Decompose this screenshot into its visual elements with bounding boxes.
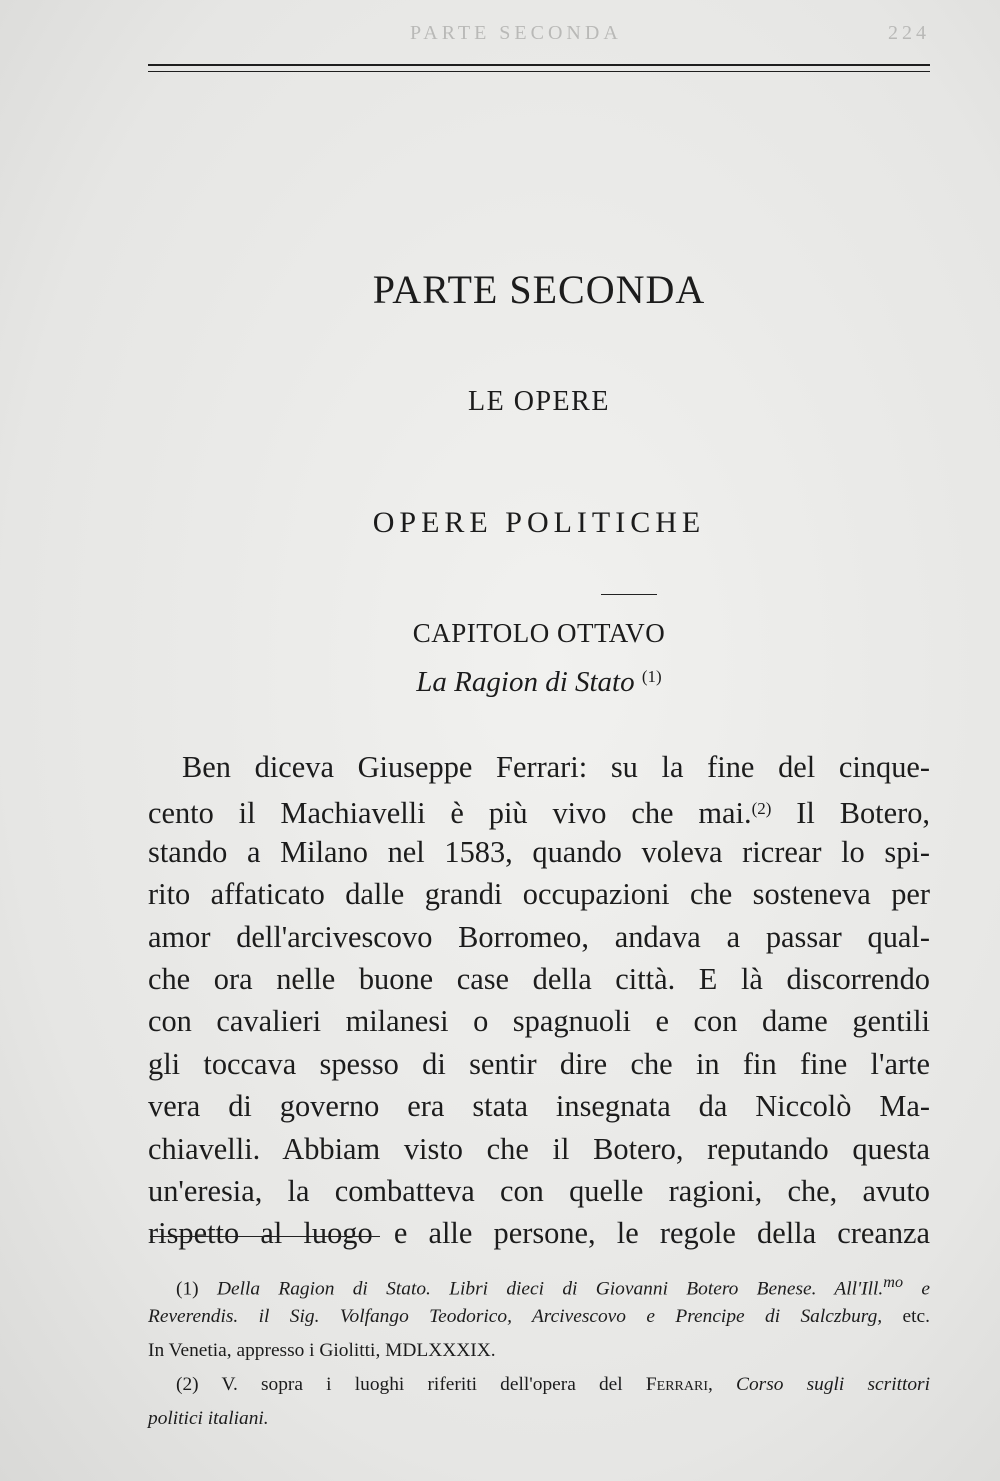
section-title: OPERE POLITICHE	[372, 506, 706, 539]
body-text	[148, 746, 930, 1255]
body-line: gli toccava spesso di sentir dire che in fin fine l'arte	[148, 1046, 930, 1081]
footnote-1-text: etc.	[882, 1306, 930, 1327]
body-line: con cavalieri milanesi o spagnuoli e con dame gentili	[148, 1004, 930, 1039]
running-head-title: PARTE SECONDA	[410, 22, 622, 44]
footnote-2-line	[148, 1368, 930, 1402]
body-line: rito affaticato dalle grandi occupazioni che sosteneva per	[148, 877, 930, 912]
page-number: 224	[888, 22, 930, 44]
footnote-1-number: (1)	[176, 1278, 199, 1300]
footnote-1-text: Reverendis. il Sig. Volfango Teodorico, Arcivescovo e Prencipe di Salczburg,	[148, 1306, 883, 1327]
body-line: rispetto al luogo e alle persone, le regole della creanza	[148, 1216, 930, 1251]
body-line: che ora nelle buone case della città. E là discorrendo	[148, 961, 930, 996]
works-title: LE OPERE	[468, 386, 610, 417]
body-line: Ben diceva Giuseppe Ferrari: su la fine del cinque-	[182, 750, 930, 784]
footnote-1-line	[148, 1300, 930, 1334]
part-title: PARTE SECONDA	[372, 267, 706, 312]
body-line: amor dell'arcivescovo Borromeo, andava a passar qual-	[148, 919, 930, 954]
chapter-subtitle-text: La Ragion di Stato	[416, 666, 635, 698]
footnote-rule	[150, 1236, 380, 1237]
body-line-text: Il Botero,	[771, 796, 931, 831]
top-double-rule	[148, 64, 930, 72]
footnote-ref-1: (1)	[641, 667, 662, 686]
footnote-2-title: Corso sugli scrittori	[736, 1374, 930, 1395]
footnote-ref-2: (2)	[751, 799, 772, 819]
body-line: un'eresia, la combatteva con quelle ragioni, che, avuto	[148, 1173, 930, 1208]
footnote-1-line: In Venetia, appresso i Giolitti, MDLXXXIX.	[148, 1340, 496, 1361]
footnote-2-text: V. sopra i luoghi riferiti dell'opera del	[198, 1374, 646, 1395]
footnote-2-line: politici italiani.	[148, 1408, 269, 1429]
body-line	[148, 788, 930, 830]
body-line-text: cento il Machiavelli è più vivo che mai.	[148, 796, 752, 831]
footnotes	[148, 1266, 930, 1436]
footnote-2-number: (2)	[176, 1374, 199, 1395]
footnote-1-text: e	[903, 1278, 930, 1300]
body-line: vera di governo era stata insegnata da Niccolò Ma-	[148, 1089, 930, 1124]
footnote-2-author: Ferrari	[645, 1374, 708, 1395]
ornament-rule	[601, 594, 657, 595]
body-line: stando a Milano nel 1583, quando voleva ricrear lo spi-	[148, 834, 930, 869]
footnote-1-text: Della Ragion di Stato. Libri dieci di Giovanni Botero Benese. All'Ill.	[216, 1278, 884, 1300]
running-head	[140, 18, 930, 48]
body-line: chiavelli. Abbiam visto che il Botero, reputando questa	[148, 1131, 930, 1166]
chapter-title: CAPITOLO OTTAVO	[412, 618, 666, 648]
chapter-subtitle	[148, 666, 930, 699]
footnote-1-superscript: mo	[883, 1274, 904, 1291]
footnote-1-line	[148, 1266, 930, 1300]
footnote-2-text: ,	[707, 1374, 737, 1395]
